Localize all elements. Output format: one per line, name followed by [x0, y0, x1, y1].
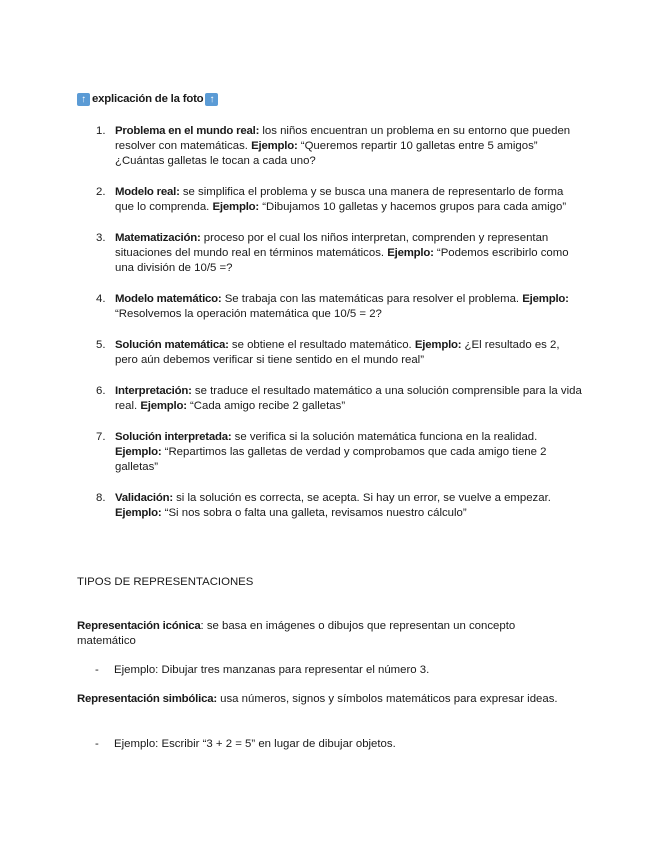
- iconic-paragraph: [77, 619, 577, 649]
- list-item: [77, 292, 582, 322]
- iconic-example: Ejemplo: Dibujar tres manzanas para representar el número 3.: [114, 664, 430, 676]
- item-body: proceso por el cual los niños interpretan, comprenden y representan situaciones del mundo real en términos matemáticos.: [115, 232, 549, 259]
- bullet-dash: -: [95, 738, 99, 750]
- item-body: Se trabaja con las matemáticas para resolver el problema.: [221, 293, 523, 305]
- item-body: se verifica si la solución matemática funciona en la realidad.: [231, 431, 538, 443]
- up-arrow-icon: ↑: [77, 93, 90, 106]
- example-label: Ejemplo:: [387, 247, 434, 259]
- item-title: Modelo matemático:: [115, 293, 222, 305]
- item-example: ¿El resultado es 2, pero aún debemos verificar si tiene sentido en el mundo real”: [115, 339, 560, 366]
- example-label: Ejemplo:: [212, 201, 260, 213]
- list-item: [77, 185, 582, 215]
- item-number: 4.: [96, 293, 106, 305]
- example-label: Ejemplo:: [251, 140, 298, 152]
- example-label: Ejemplo:: [115, 446, 162, 458]
- list-item: [77, 491, 582, 521]
- example-label: Ejemplo:: [414, 339, 462, 351]
- item-title: Matematización:: [115, 232, 201, 244]
- symbolic-paragraph: [77, 692, 577, 707]
- item-example: “Podemos escribirlo como una división de 10/5 =?: [115, 247, 569, 274]
- item-title: Interpretación:: [115, 385, 192, 397]
- example-label: Ejemplo:: [115, 507, 162, 519]
- item-body: los niños encuentran un problema en su entorno que pueden resolver con matemáticas.: [115, 125, 571, 152]
- item-example: “Repartimos las galletas de verdad y comprobamos que cada amigo tiene 2 galletas”: [115, 446, 547, 473]
- heading-text: explicación de la foto: [92, 93, 204, 105]
- list-item: [77, 430, 582, 475]
- item-body: si la solución es correcta, se acepta. Si hay un error, se vuelve a empezar.: [172, 492, 551, 504]
- item-body: se obtiene el resultado matemático.: [228, 339, 415, 351]
- item-title: Solución matemática:: [115, 339, 229, 351]
- item-title: Solución interpretada:: [115, 431, 232, 443]
- iconic-term: Representación icónica: [77, 620, 201, 632]
- example-label: Ejemplo:: [522, 293, 569, 305]
- bullet-dash: -: [95, 664, 99, 676]
- item-number: 7.: [96, 431, 106, 443]
- item-number: 5.: [96, 339, 106, 351]
- symbolic-term: Representación simbólica:: [77, 693, 217, 705]
- item-body: se traduce el resultado matemático a una solución comprensible para la vida real.: [115, 385, 582, 412]
- item-example: “Queremos repartir 10 galletas entre 5 amigos” ¿Cuántas galletas le tocan a cada uno?: [115, 140, 538, 167]
- symbolic-example: Ejemplo: Escribir “3 + 2 = 5” en lugar de dibujar objetos.: [114, 738, 396, 750]
- section-heading: [77, 92, 218, 107]
- list-item: [77, 231, 582, 276]
- item-example: “Resolvemos la operación matemática que 10/5 = 2?: [115, 308, 382, 320]
- iconic-definition: : se basa en imágenes o dibujos que representan un concepto matemático: [77, 620, 516, 647]
- item-example: “Cada amigo recibe 2 galletas”: [186, 400, 346, 412]
- item-number: 1.: [96, 125, 106, 137]
- steps-list: [77, 124, 582, 521]
- item-body: se simplifica el problema y se busca una manera de representarlo de forma que lo comprenda.: [115, 186, 564, 213]
- item-title: Modelo real:: [115, 186, 180, 198]
- list-item: [77, 124, 582, 169]
- item-example: “Dibujamos 10 galletas y hacemos grupos para cada amigo”: [259, 201, 567, 213]
- up-arrow-icon: ↑: [205, 93, 218, 106]
- section-title: TIPOS DE REPRESENTACIONES: [77, 576, 254, 588]
- item-title: Problema en el mundo real:: [115, 125, 260, 137]
- item-title: Validación:: [115, 492, 173, 504]
- item-number: 6.: [96, 385, 106, 397]
- list-item: [77, 338, 582, 368]
- item-number: 8.: [96, 492, 106, 504]
- example-label: Ejemplo:: [140, 400, 187, 412]
- item-number: 2.: [96, 186, 106, 198]
- item-number: 3.: [96, 232, 106, 244]
- symbolic-definition: usa números, signos y símbolos matemáticos para expresar ideas.: [216, 693, 558, 705]
- list-item: [77, 384, 582, 414]
- item-example: “Si nos sobra o falta una galleta, revisamos nuestro cálculo”: [161, 507, 467, 519]
